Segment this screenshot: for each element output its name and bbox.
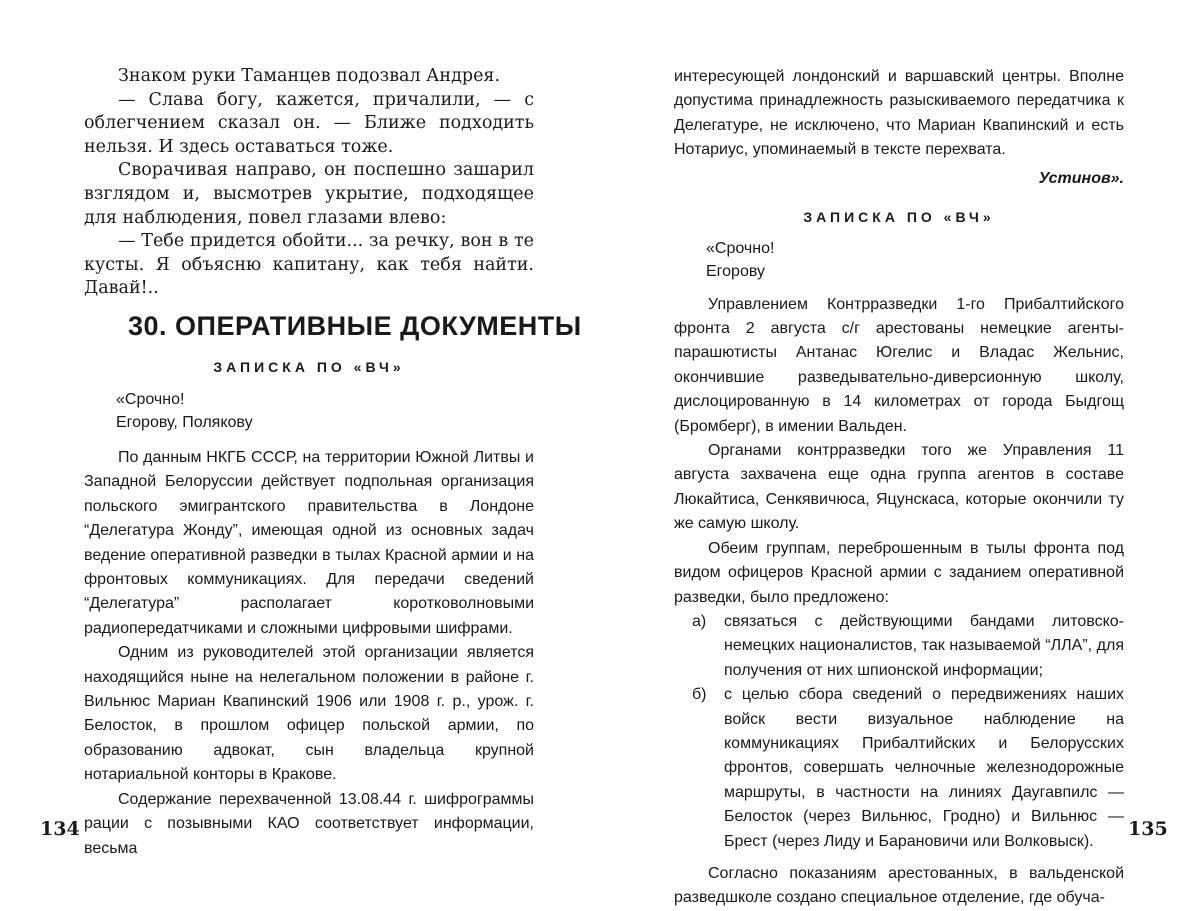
list-text: связаться с действующими бандами литовско-немецких националистов, так называемой “ЛЛА”, для получения от них шпионской информации; [724, 612, 1124, 679]
narrative-paragraph: Сворачивая направо, он поспешно зашарил взглядом и, высмотрев укрытие, подходящее для наблюдения, повел глазами влево: [84, 160, 534, 228]
signature: Устинов». [1038, 169, 1124, 187]
greeting-addressee: Егорову, Полякову [116, 414, 253, 431]
narrative-paragraph: Знаком руки Таманцев подозвал Андрея. [118, 66, 501, 86]
greeting-urgent: «Срочно! [706, 239, 775, 257]
document-heading: ЗАПИСКА ПО «ВЧ» [803, 208, 995, 225]
narrative-paragraph: — Тебе придется обойти... за речку, вон в те кусты. Я объясню капитану, как тебя найти. Давай!.. [84, 231, 534, 299]
list-text: с целью сбора сведений о передвижениях наших войск вести визуальное наблюдение на коммуникациях Прибалтийских и Белорусских фронтов, совершать челночные железнодорожные маршруты, в частности на линиях Даугавпилс — Белосток (через Вильнюс, Гродно) и Вильнюс — Брест (через Лиду и Барановичи или Волковыск). [724, 686, 1124, 850]
narrative-block [84, 65, 534, 301]
right-document-continuation [674, 65, 1124, 911]
greeting-urgent: «Срочно! [116, 391, 185, 408]
document-paragraph: Управлением Контрразведки 1-го Прибалтийского фронта 2 августа с/г арестованы немецкие агенты-парашютисты Антанас Югелис и Владас Жельнис, окончившие разведывательно-диверсионную школу, дислоцированную в 14 километрах от города Быдгощ (Бромберг), в имении Вальден. [674, 295, 1124, 435]
list-item [674, 610, 1124, 683]
list-item [674, 683, 1124, 854]
page-number-left: 134 [40, 818, 80, 840]
left-document [84, 359, 534, 861]
document-paragraph: Согласно показаниям арестованных, в вальденской разведшколе создано специальное отделение, где обуча- [674, 864, 1124, 907]
list-marker: а) [692, 612, 707, 630]
chapter-title: 30. ОПЕРАТИВНЫЕ ДОКУМЕНТЫ [128, 311, 582, 341]
continuation-paragraph: интересующей лондонский и варшавский центры. Вполне допустима принадлежность разыскиваемого передатчика к Делегатуре, не исключено, что Мариан Квапинский и есть Нотариус, упоминаемый в тексте перехвата. [674, 68, 1124, 159]
document-paragraph: Обеим группам, переброшенным в тылы фронта под видом офицеров Красной армии с заданием оперативной разведки, было предложено: [674, 539, 1124, 606]
list-marker: б) [692, 686, 707, 704]
document-heading: ЗАПИСКА ПО «ВЧ» [213, 359, 405, 375]
greeting-addressee: Егорову [706, 262, 765, 280]
document-paragraph: Содержание перехваченной 13.08.44 г. шифрограммы рации с позывными КАО соответствует информации, весьма [84, 790, 534, 857]
page-number-right: 135 [1128, 818, 1168, 840]
document-paragraph: По данным НКГБ СССР, на территории Южной Литвы и Западной Белоруссии действует подпольная организация польского эмигрантского правительства в Лондоне “Делегатура Жонду”, имеющая одной из основных задач ведение оперативной разведки в тылах Красной армии и на фронтовых коммуникациях. Для передачи сведений “Делегатура” располагает коротковолновыми радиопередатчиками и сложными цифровыми шифрами. [84, 449, 534, 637]
document-paragraph: Одним из руководителей этой организации является находящийся ныне на нелегальном положении в районе г. Вильнюс Мариан Квапинский 1906 или 1908 г. р., урож. г. Белосток, в прошлом офицер польской армии, по образованию адвокат, сын владельца крупной нотариальной конторы в Кракове. [84, 644, 534, 784]
document-paragraph: Органами контрразведки того же Управления 11 августа захвачена еще одна группа агентов в составе Люкайтиса, Сенкявичюса, Яцунскаса, которые окончили ту же самую школу. [674, 442, 1124, 533]
narrative-paragraph: — Слава богу, кажется, причалили, — с облегчением сказал он. — Ближе подходить нельзя. И здесь оставаться тоже. [84, 89, 534, 157]
